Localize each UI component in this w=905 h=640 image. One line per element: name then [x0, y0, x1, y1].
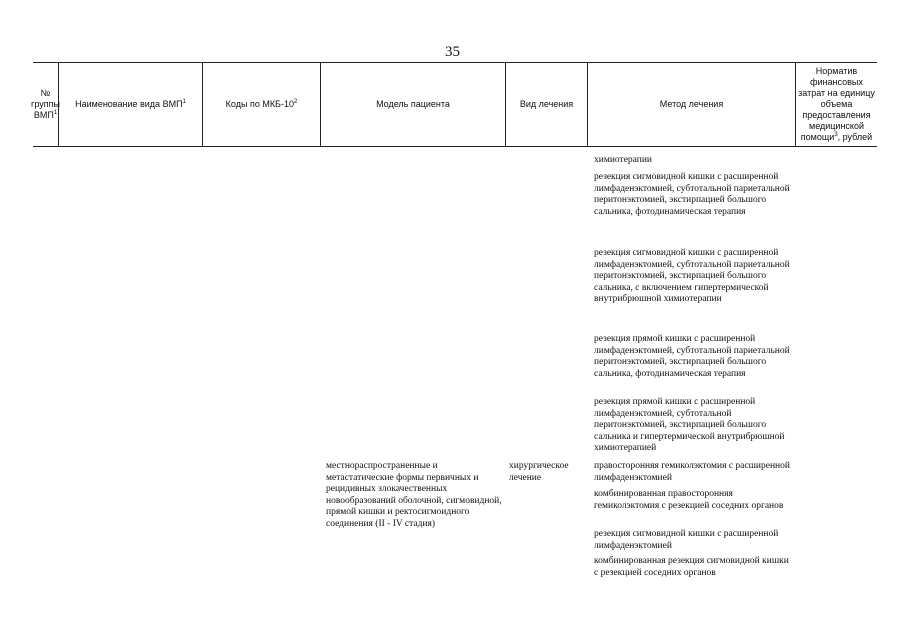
- header-vmp-name: Наименование вида ВМП$^1$: [75, 98, 186, 109]
- method-entry: комбинированная правосторонняя гемиколэктомия с резекцией соседних органов: [594, 489, 784, 511]
- header-cost-norm: Норматив финансовых затрат на единицу объема предоставления медицинской помощи$^3$, рублей: [798, 65, 875, 142]
- page-number: 35: [445, 44, 460, 60]
- header-patient-model: Модель пациента: [376, 98, 450, 109]
- header-treatment-method: Метод лечения: [659, 98, 724, 109]
- header-bottom-rule: [33, 146, 877, 147]
- header-group-number: № группы ВМП$^1$: [31, 87, 60, 120]
- header-treatment-type: Вид лечения: [519, 98, 574, 109]
- method-entry: резекция прямой кишки с расширенной лимфаденэктомией, субтотальной париетальной перитонэктомией, экстирпацией большого сальника, фотодинамическая терапия: [594, 334, 790, 379]
- method-entry: комбинированная резекция сигмовидной кишки с резекцией соседних органов: [594, 556, 789, 578]
- method-entry: резекция сигмовидной кишки с расширенной лимфаденэктомией: [594, 529, 779, 551]
- method-entry: правосторонняя гемиколэктомия с расширенной лимфаденэктомией: [594, 461, 790, 483]
- patient-model-text: местнораспространенные и метастатические формы первичных и рецидивных злокачественных новообразований оболочной, сигмовидной, прямой кишки и ректосигмоидного соединения (II - IV стадия): [326, 461, 502, 529]
- method-entry: химиотерапии: [594, 155, 653, 165]
- header-icd-codes: Коды по МКБ-$10^2$: [225, 98, 298, 109]
- method-entry: резекция прямой кишки с расширенной лимфаденэктомией, субтотальной перитонэктомией, экстирпацией большого сальника и гипертермической внутрибрюшной химиотерапией: [594, 397, 785, 453]
- method-entry: резекция сигмовидной кишки с расширенной лимфаденэктомией, субтотальной париетальной перитонэктомией, экстирпацией большого сальника, фотодинамическая терапия: [594, 172, 790, 217]
- method-entry: резекция сигмовидной кишки с расширенной лимфаденэктомией, субтотальной париетальной перитонэктомией, экстирпацией большого сальника, с включением гипертермической внутрибрюшной химиотерапии: [594, 248, 790, 304]
- treatment-type-text: хирургическое лечение: [509, 461, 569, 483]
